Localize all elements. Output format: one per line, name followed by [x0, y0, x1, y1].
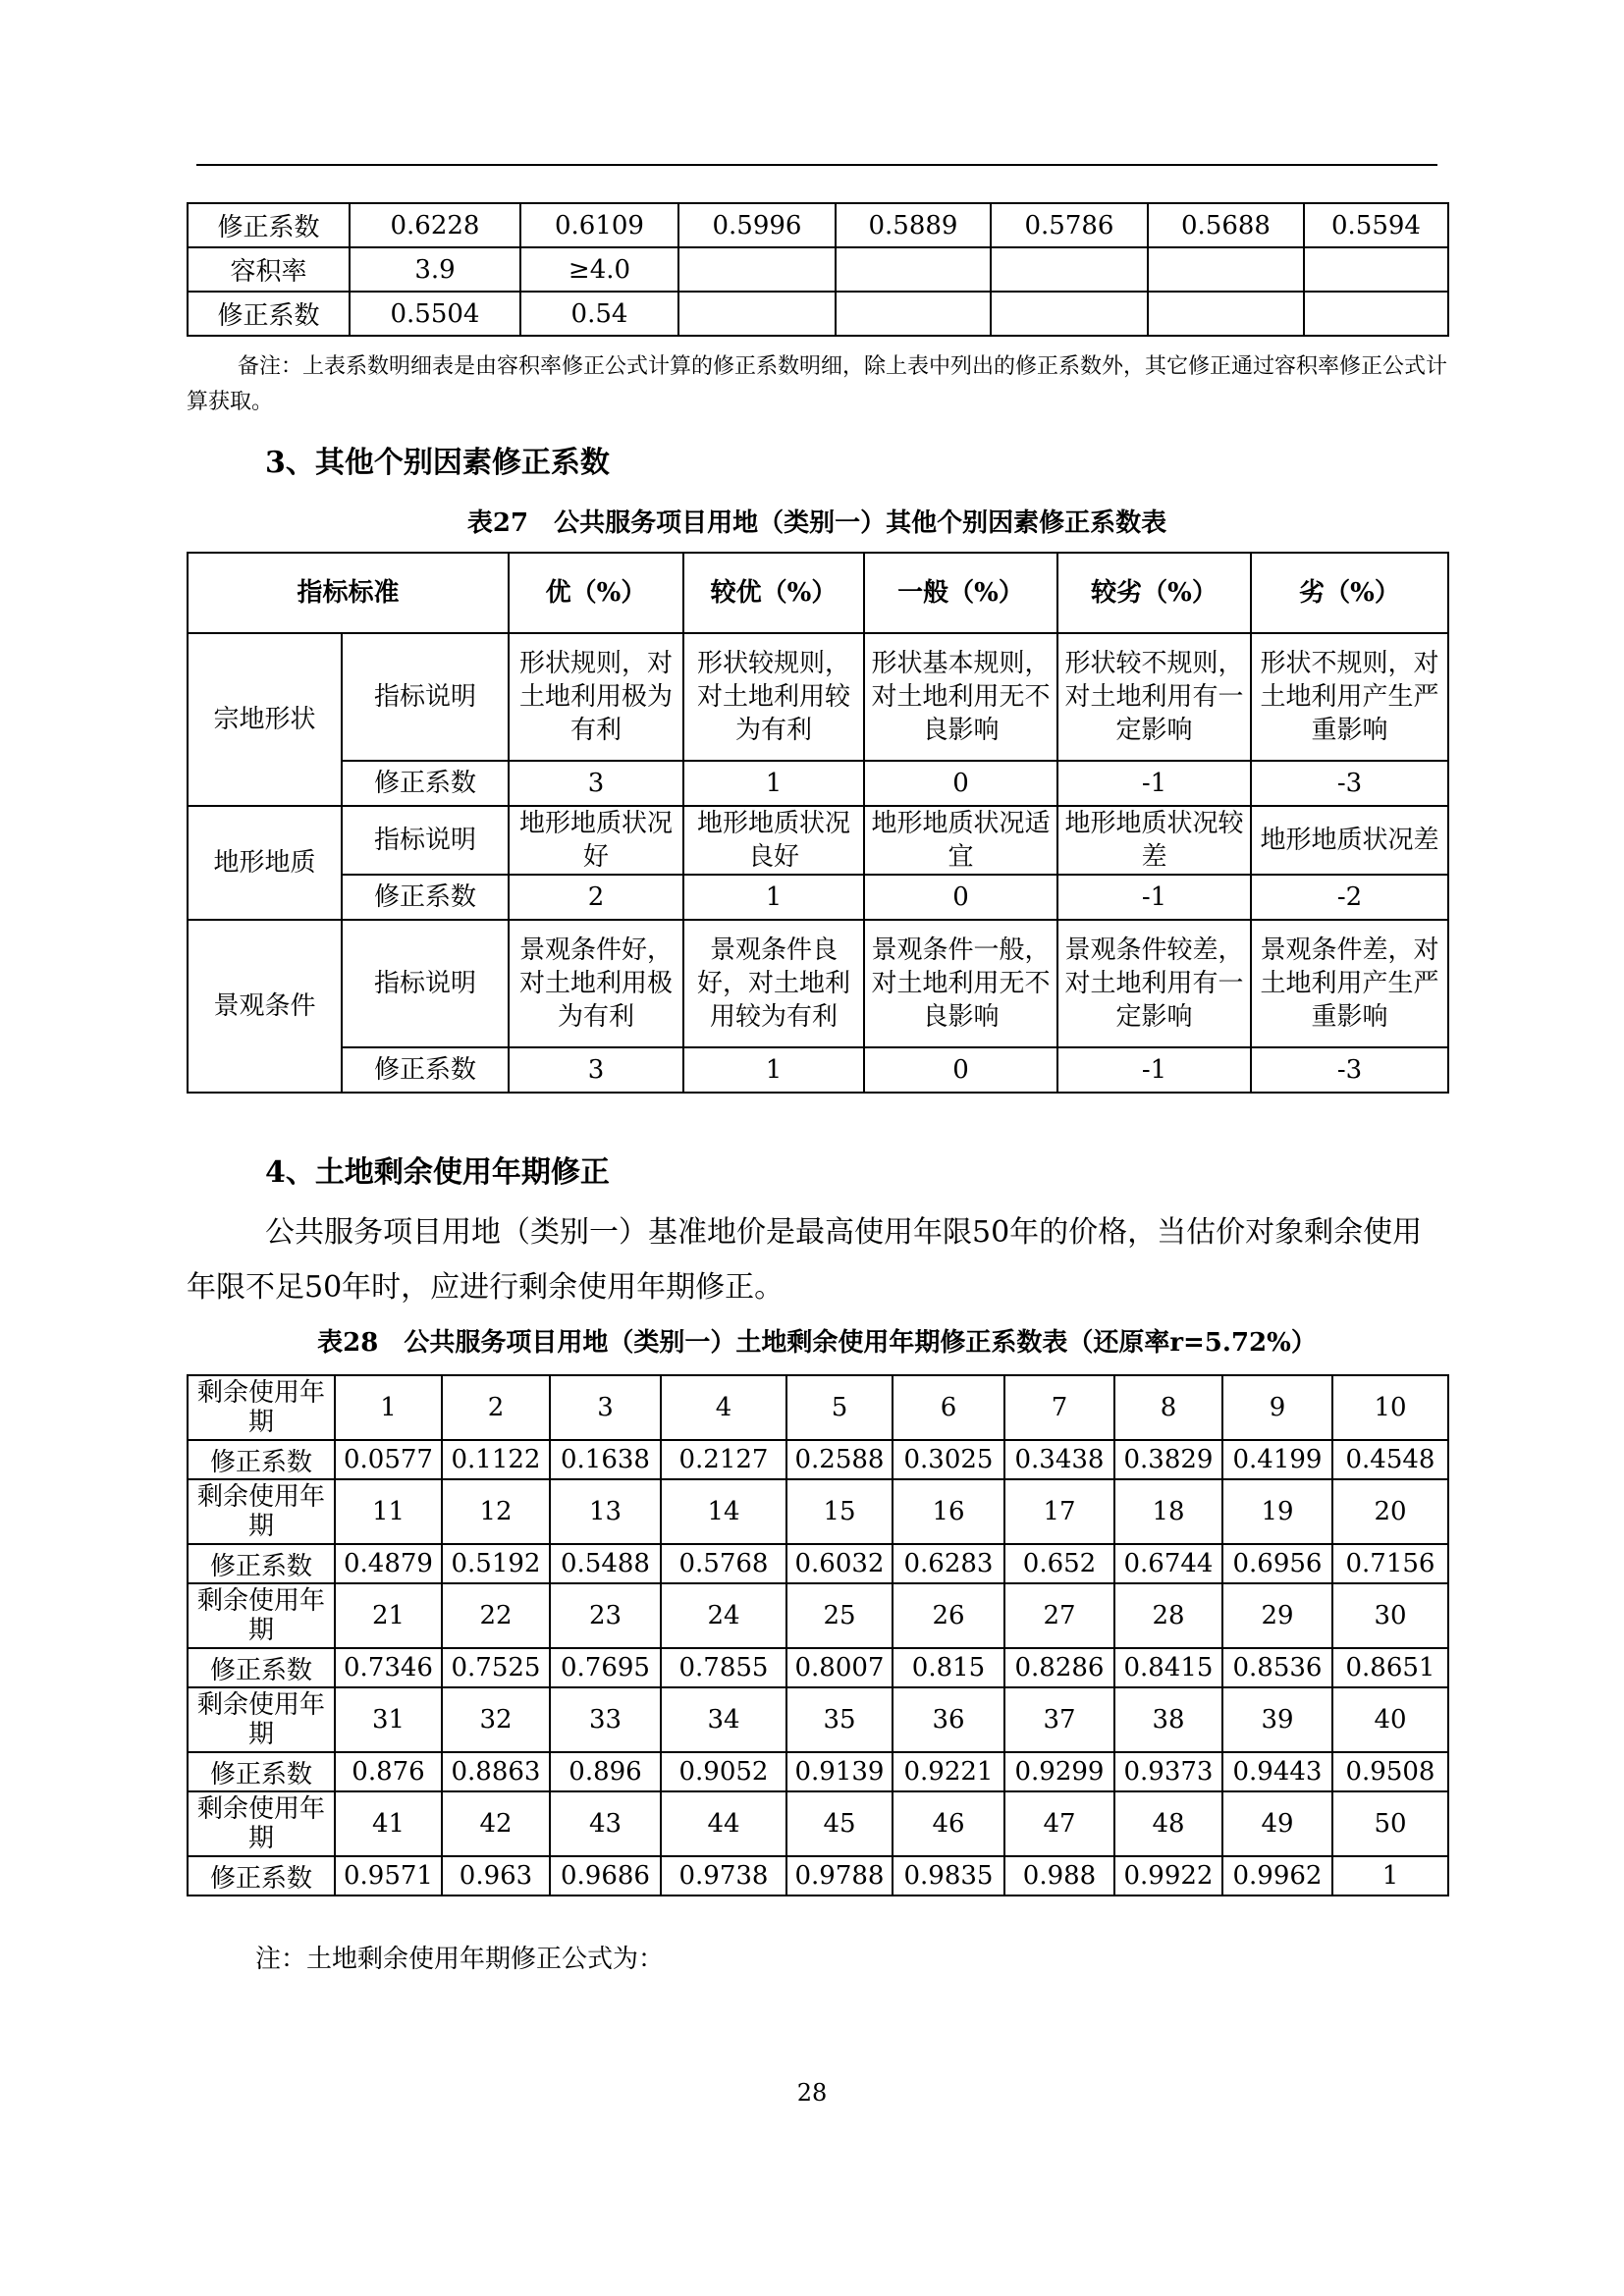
row-label-cell: 修正系数 [342, 875, 509, 920]
description-cell: 景观条件一般，对土地利用无不良影响 [864, 920, 1057, 1047]
year-cell: 40 [1332, 1687, 1448, 1752]
row-label-cell: 修正系数 [188, 1544, 335, 1583]
table-note: 备注：上表系数明细表是由容积率修正公式计算的修正系数明细，除上表中列出的修正系数外，其它修正通过容积率修正公式计算获取。 [187, 354, 1448, 414]
coefficient-cell: 0.2127 [661, 1440, 786, 1479]
table-caption: 表28 公共服务项目用地（类别一）土地剩余使用年期修正系数表（还原率r=5.72%） [317, 1328, 1317, 1358]
value-cell [991, 292, 1148, 336]
coefficient-cell: 0.963 [442, 1856, 550, 1896]
value-cell [991, 247, 1148, 292]
table-row [188, 1752, 1448, 1791]
table-row [188, 1375, 1448, 1440]
coefficient-cell: 0.9922 [1114, 1856, 1222, 1896]
year-cell: 24 [661, 1583, 786, 1648]
coefficient-cell: 0.9299 [1004, 1752, 1114, 1791]
header-rule [196, 164, 1437, 166]
coefficient-cell: 0.1122 [442, 1440, 550, 1479]
coefficient-cell: 0.9738 [661, 1856, 786, 1896]
table-row [188, 761, 1448, 806]
value-cell [678, 247, 836, 292]
coefficient-cell: 0.9835 [893, 1856, 1004, 1896]
year-cell: 33 [550, 1687, 661, 1752]
row-label-cell: 剩余使用年期 [188, 1375, 335, 1440]
year-cell: 29 [1222, 1583, 1332, 1648]
table-row [188, 1479, 1448, 1544]
coefficient-cell: -1 [1057, 875, 1251, 920]
value-cell: 0.5996 [678, 203, 836, 247]
year-cell: 26 [893, 1583, 1004, 1648]
year-cell: 41 [335, 1791, 442, 1856]
table-row [188, 1687, 1448, 1752]
row-label-cell: 指标说明 [342, 633, 509, 761]
coefficient-cell: 0.6032 [786, 1544, 893, 1583]
year-cell: 22 [442, 1583, 550, 1648]
description-cell: 形状规则，对土地利用极为有利 [509, 633, 683, 761]
table-row [188, 1544, 1448, 1583]
other-factors-table [187, 552, 1449, 1094]
table-header-cell: 优（%） [509, 553, 683, 633]
coefficient-cell: 0.6744 [1114, 1544, 1222, 1583]
year-cell: 27 [1004, 1583, 1114, 1648]
section-heading: 3、其他个别因素修正系数 [265, 446, 610, 480]
description-cell: 形状较规则，对土地利用较为有利 [683, 633, 864, 761]
coefficient-cell: 0.876 [335, 1752, 442, 1791]
coefficient-cell: 0.7695 [550, 1648, 661, 1687]
coefficient-cell: 0.9686 [550, 1856, 661, 1896]
coefficient-cell: 0.7525 [442, 1648, 550, 1687]
factor-cell: 地形地质 [188, 806, 342, 920]
coefficient-cell: 0.8007 [786, 1648, 893, 1687]
coefficient-cell: 0.9571 [335, 1856, 442, 1896]
year-cell: 46 [893, 1791, 1004, 1856]
far-correction-table-continued [187, 202, 1449, 337]
coefficient-cell: 0.0577 [335, 1440, 442, 1479]
description-cell: 地形地质状况好 [509, 806, 683, 875]
coefficient-cell: 0.6956 [1222, 1544, 1332, 1583]
coefficient-cell: 0.9052 [661, 1752, 786, 1791]
year-cell: 3 [550, 1375, 661, 1440]
coefficient-cell: -3 [1251, 1047, 1448, 1093]
coefficient-cell: 1 [1332, 1856, 1448, 1896]
year-cell: 10 [1332, 1375, 1448, 1440]
coefficient-cell: 0.7855 [661, 1648, 786, 1687]
coefficient-cell: 0.4199 [1222, 1440, 1332, 1479]
table-header-cell: 劣（%） [1251, 553, 1448, 633]
row-label-cell: 修正系数 [342, 761, 509, 806]
remaining-term-table [187, 1374, 1449, 1896]
coefficient-cell: 0.3438 [1004, 1440, 1114, 1479]
coefficient-cell: 0 [864, 875, 1057, 920]
coefficient-cell: -1 [1057, 1047, 1251, 1093]
coefficient-cell: 0.8536 [1222, 1648, 1332, 1687]
year-cell: 34 [661, 1687, 786, 1752]
coefficient-cell: 0 [864, 1047, 1057, 1093]
coefficient-cell: 0.7346 [335, 1648, 442, 1687]
coefficient-cell: 0.7156 [1332, 1544, 1448, 1583]
description-cell: 形状基本规则，对土地利用无不良影响 [864, 633, 1057, 761]
row-label-cell: 剩余使用年期 [188, 1479, 335, 1544]
coefficient-cell: 0.9221 [893, 1752, 1004, 1791]
year-cell: 50 [1332, 1791, 1448, 1856]
body-paragraph: 公共服务项目用地（类别一）基准地价是最高使用年限50年的价格，当估价对象剩余使用年限不足50年时，应进行剩余使用年期修正。 [187, 1215, 1423, 1305]
value-cell: 0.5594 [1304, 203, 1448, 247]
coefficient-cell: 0.5488 [550, 1544, 661, 1583]
description-cell: 形状较不规则，对土地利用有一定影响 [1057, 633, 1251, 761]
row-label-cell: 指标说明 [342, 806, 509, 875]
year-cell: 44 [661, 1791, 786, 1856]
coefficient-cell: 0.4879 [335, 1544, 442, 1583]
year-cell: 15 [786, 1479, 893, 1544]
factor-cell: 景观条件 [188, 920, 342, 1093]
coefficient-cell: 0.9443 [1222, 1752, 1332, 1791]
value-cell: 0.5786 [991, 203, 1148, 247]
year-cell: 21 [335, 1583, 442, 1648]
table-row [188, 633, 1448, 761]
year-cell: 43 [550, 1791, 661, 1856]
row-label-cell: 剩余使用年期 [188, 1583, 335, 1648]
coefficient-cell: 1 [683, 761, 864, 806]
coefficient-cell: 0.5192 [442, 1544, 550, 1583]
coefficient-cell: 0 [864, 761, 1057, 806]
coefficient-cell: 3 [509, 761, 683, 806]
year-cell: 28 [1114, 1583, 1222, 1648]
coefficient-cell: 0.1638 [550, 1440, 661, 1479]
year-cell: 42 [442, 1791, 550, 1856]
coefficient-cell: 0.8863 [442, 1752, 550, 1791]
description-cell: 景观条件较差，对土地利用有一定影响 [1057, 920, 1251, 1047]
table-header-cell: 指标标准 [188, 553, 509, 633]
value-cell [1148, 292, 1304, 336]
year-cell: 11 [335, 1479, 442, 1544]
row-label-cell: 修正系数 [188, 1752, 335, 1791]
value-cell: 0.6228 [350, 203, 520, 247]
year-cell: 5 [786, 1375, 893, 1440]
table-header-cell: 一般（%） [864, 553, 1057, 633]
coefficient-cell: 0.8415 [1114, 1648, 1222, 1687]
row-label-cell: 修正系数 [342, 1047, 509, 1093]
table-caption: 表27 公共服务项目用地（类别一）其他个别因素修正系数表 [466, 508, 1167, 538]
year-cell: 35 [786, 1687, 893, 1752]
year-cell: 47 [1004, 1791, 1114, 1856]
coefficient-cell: 0.4548 [1332, 1440, 1448, 1479]
row-label-cell: 指标说明 [342, 920, 509, 1047]
value-cell [836, 247, 991, 292]
description-cell: 景观条件良好，对土地利用较为有利 [683, 920, 864, 1047]
row-label-cell: 修正系数 [188, 292, 350, 336]
coefficient-cell: 0.9373 [1114, 1752, 1222, 1791]
value-cell: 0.5504 [350, 292, 520, 336]
year-cell: 16 [893, 1479, 1004, 1544]
coefficient-cell: 0.652 [1004, 1544, 1114, 1583]
year-cell: 18 [1114, 1479, 1222, 1544]
row-label-cell: 剩余使用年期 [188, 1791, 335, 1856]
value-cell [1304, 247, 1448, 292]
year-cell: 37 [1004, 1687, 1114, 1752]
coefficient-cell: 0.896 [550, 1752, 661, 1791]
table-row [188, 1856, 1448, 1896]
coefficient-cell: 0.9139 [786, 1752, 893, 1791]
year-cell: 30 [1332, 1583, 1448, 1648]
table-row [188, 875, 1448, 920]
description-cell: 地形地质状况适宜 [864, 806, 1057, 875]
table-row [188, 1583, 1448, 1648]
coefficient-cell: 0.5768 [661, 1544, 786, 1583]
coefficient-cell: 0.988 [1004, 1856, 1114, 1896]
year-cell: 17 [1004, 1479, 1114, 1544]
year-cell: 14 [661, 1479, 786, 1544]
table-row [188, 1791, 1448, 1856]
coefficient-cell: 0.2588 [786, 1440, 893, 1479]
coefficient-cell: -1 [1057, 761, 1251, 806]
year-cell: 38 [1114, 1687, 1222, 1752]
table-row [188, 920, 1448, 1047]
row-label-cell: 修正系数 [188, 1648, 335, 1687]
value-cell [1148, 247, 1304, 292]
table-row [188, 1648, 1448, 1687]
description-cell: 地形地质状况较差 [1057, 806, 1251, 875]
row-label-cell: 修正系数 [188, 203, 350, 247]
value-cell [836, 292, 991, 336]
factor-cell: 宗地形状 [188, 633, 342, 806]
year-cell: 1 [335, 1375, 442, 1440]
coefficient-cell: 0.9962 [1222, 1856, 1332, 1896]
year-cell: 32 [442, 1687, 550, 1752]
value-cell: 0.5889 [836, 203, 991, 247]
description-cell: 景观条件差，对土地利用产生严重影响 [1251, 920, 1448, 1047]
coefficient-cell: 0.9508 [1332, 1752, 1448, 1791]
row-label-cell: 修正系数 [188, 1440, 335, 1479]
coefficient-cell: 1 [683, 1047, 864, 1093]
year-cell: 49 [1222, 1791, 1332, 1856]
year-cell: 19 [1222, 1479, 1332, 1544]
description-cell: 地形地质状况差 [1251, 806, 1448, 875]
value-cell: 0.6109 [520, 203, 678, 247]
section-heading: 4、土地剩余使用年期修正 [265, 1155, 610, 1190]
coefficient-cell: 2 [509, 875, 683, 920]
table-row [188, 203, 1448, 247]
year-cell: 36 [893, 1687, 1004, 1752]
description-cell: 地形地质状况良好 [683, 806, 864, 875]
formula-note: 注：土地剩余使用年期修正公式为： [255, 1945, 665, 1974]
coefficient-cell: 3 [509, 1047, 683, 1093]
year-cell: 25 [786, 1583, 893, 1648]
year-cell: 31 [335, 1687, 442, 1752]
year-cell: 48 [1114, 1791, 1222, 1856]
page-number: 28 [796, 2079, 828, 2107]
coefficient-cell: -2 [1251, 875, 1448, 920]
year-cell: 7 [1004, 1375, 1114, 1440]
year-cell: 23 [550, 1583, 661, 1648]
value-cell: 0.5688 [1148, 203, 1304, 247]
year-cell: 20 [1332, 1479, 1448, 1544]
table-row [188, 1440, 1448, 1479]
year-cell: 4 [661, 1375, 786, 1440]
year-cell: 13 [550, 1479, 661, 1544]
year-cell: 2 [442, 1375, 550, 1440]
value-cell: 0.54 [520, 292, 678, 336]
row-label-cell: 剩余使用年期 [188, 1687, 335, 1752]
value-cell: ≥4.0 [520, 247, 678, 292]
coefficient-cell: 0.8651 [1332, 1648, 1448, 1687]
table-row [188, 247, 1448, 292]
row-label-cell: 容积率 [188, 247, 350, 292]
description-cell: 形状不规则，对土地利用产生严重影响 [1251, 633, 1448, 761]
coefficient-cell: 0.8286 [1004, 1648, 1114, 1687]
coefficient-cell: 0.9788 [786, 1856, 893, 1896]
table-row [188, 292, 1448, 336]
coefficient-cell: -3 [1251, 761, 1448, 806]
year-cell: 6 [893, 1375, 1004, 1440]
year-cell: 39 [1222, 1687, 1332, 1752]
coefficient-cell: 1 [683, 875, 864, 920]
year-cell: 45 [786, 1791, 893, 1856]
value-cell [1304, 292, 1448, 336]
coefficient-cell: 0.815 [893, 1648, 1004, 1687]
table-row [188, 806, 1448, 875]
coefficient-cell: 0.3829 [1114, 1440, 1222, 1479]
value-cell [678, 292, 836, 336]
description-cell: 景观条件好，对土地利用极为有利 [509, 920, 683, 1047]
year-cell: 9 [1222, 1375, 1332, 1440]
table-header-cell: 较劣（%） [1057, 553, 1251, 633]
coefficient-cell: 0.6283 [893, 1544, 1004, 1583]
row-label-cell: 修正系数 [188, 1856, 335, 1896]
year-cell: 12 [442, 1479, 550, 1544]
year-cell: 8 [1114, 1375, 1222, 1440]
value-cell: 3.9 [350, 247, 520, 292]
table-header-cell: 较优（%） [683, 553, 864, 633]
coefficient-cell: 0.3025 [893, 1440, 1004, 1479]
table-row [188, 1047, 1448, 1093]
